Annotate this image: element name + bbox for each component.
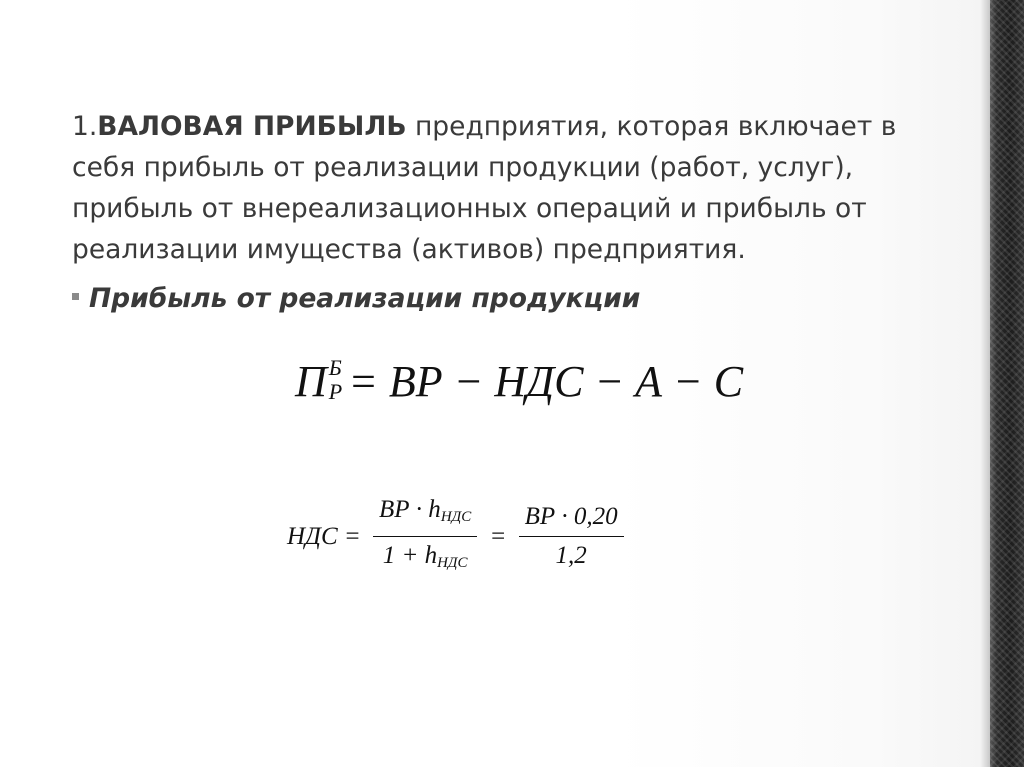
vat-fraction-2-denominator: 1,2 (555, 542, 587, 569)
vat-formula-lhs: НДС = (287, 522, 361, 550)
vat-fraction-1-denominator (377, 537, 474, 578)
gross-profit-paragraph (72, 106, 932, 270)
paragraph-number: 1. (72, 111, 98, 142)
bullet-item (72, 278, 932, 319)
paragraph-text: предприятия, которая включает в себя прибыль от реализации продукции (работ, услуг), прибыль от внереализационных операций и прибыль от реализации имущества (активов) предприятия. (72, 111, 897, 265)
vat-fraction-1 (373, 495, 477, 578)
profit-symbol: П (295, 357, 327, 407)
fraction-1-den-main: 1 + h (382, 542, 438, 569)
profit-symbol-scripts (329, 356, 342, 404)
vat-fraction-2-numerator: ВР · 0,20 (519, 502, 624, 537)
paragraph-bold-term: ВАЛОВАЯ ПРИБЫЛЬ (97, 111, 407, 142)
fraction-1-den-sub: НДС (437, 555, 468, 571)
profit-formula-rhs: = ВР − НДС − А − С (348, 357, 744, 407)
profit-subscript: Р (328, 378, 343, 404)
vat-formula-equals: = (489, 522, 507, 550)
square-bullet-icon (72, 293, 79, 300)
vat-fraction-2 (519, 502, 624, 571)
bullet-text: Прибыль от реализации продукции (89, 283, 641, 314)
fraction-1-num-main: ВР · h (379, 496, 441, 523)
decorative-edge-strip (990, 0, 1024, 767)
vat-formula (287, 495, 630, 575)
vat-fraction-1-numerator (373, 495, 477, 537)
edge-shadow (980, 0, 990, 767)
profit-formula (295, 352, 743, 422)
fraction-1-num-sub: НДС (440, 509, 472, 525)
profit-superscript: Б (328, 354, 342, 380)
